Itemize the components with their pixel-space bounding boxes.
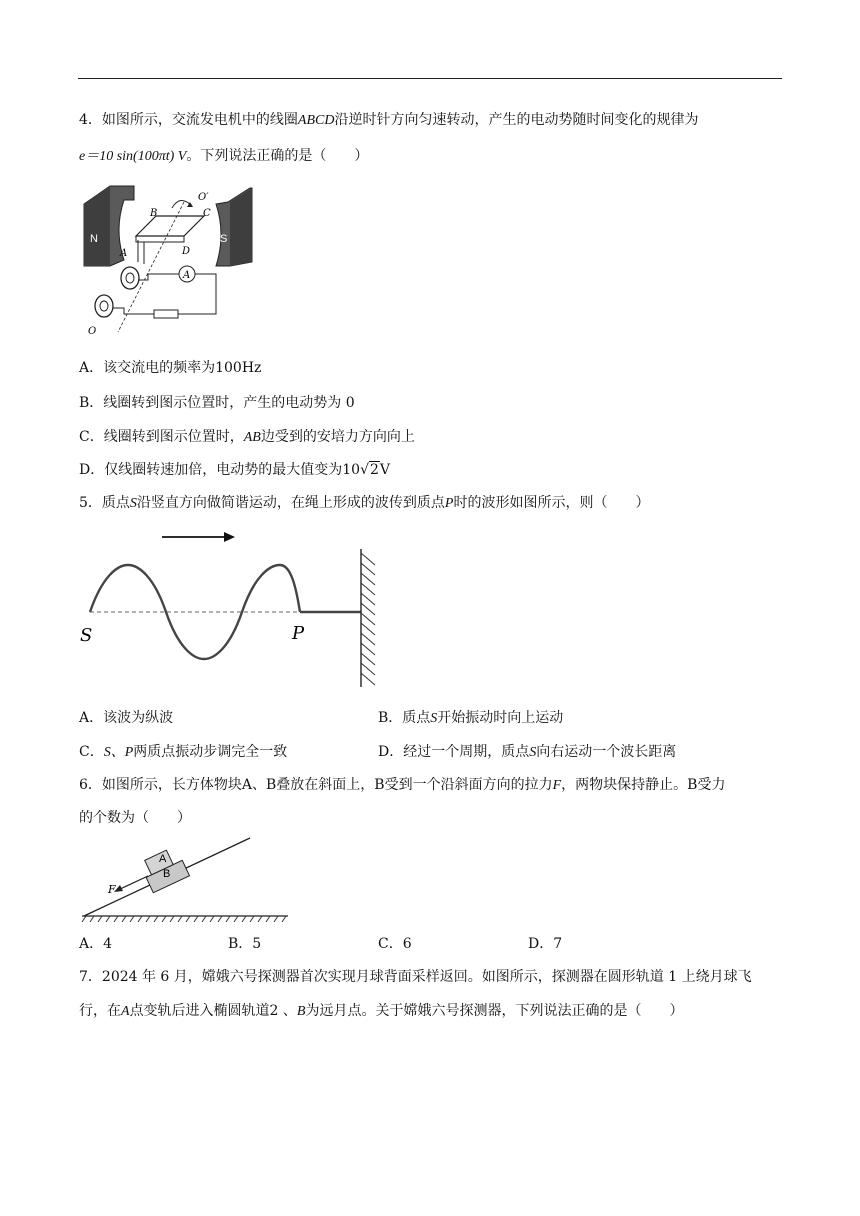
q6-option-a-text: A．4 xyxy=(79,936,113,952)
q4-option-b[interactable] xyxy=(79,393,355,413)
q7-stem-b: B xyxy=(296,1004,306,1019)
q4-option-d-unit: V xyxy=(379,462,391,478)
q6-option-d[interactable] xyxy=(528,934,562,954)
q4-fig-n-label: N xyxy=(90,233,98,245)
q4-fig-s-label: S xyxy=(220,233,228,245)
q4-option-a[interactable] xyxy=(79,358,261,378)
q6-stem-line-2 xyxy=(79,808,191,828)
q5-stem-text-3: 时的波形如图所示，则（ ） xyxy=(453,495,650,511)
q6-fig-f-label: F xyxy=(108,883,116,896)
q4-option-d-radicand: 2 xyxy=(369,462,379,478)
q5-option-b-text-1: B．质点 xyxy=(378,710,431,726)
q5-option-b[interactable] xyxy=(378,708,563,729)
q5-option-b-s: S xyxy=(430,711,438,726)
q4-option-b-text: B．线圈转到图示位置时，产生的电动势为 0 xyxy=(79,395,355,411)
q6-option-c-text: C．6 xyxy=(378,936,412,952)
q4-stem-line-1 xyxy=(79,110,698,131)
q4-option-d-text: D．仅线圈转速加倍，电动势的最大值变为 xyxy=(79,462,343,478)
q4-stem-text-2: 沿逆时针方向匀速转动，产生的电动势随时间变化的规律为 xyxy=(334,112,699,128)
q4-option-d[interactable] xyxy=(79,460,390,480)
q4-option-d-coefficient: 10 xyxy=(342,462,361,478)
q6-stem-f: F xyxy=(552,778,562,793)
q6-incline-figure xyxy=(78,832,293,926)
q4-stem-text-1: 4．如图所示，交流发电机中的线圈 xyxy=(79,112,298,128)
q7-stem-text-2c: 为远月点。关于嫦娥六号探测器，下列说法正确的是（ ） xyxy=(305,1003,684,1019)
q4-option-c[interactable] xyxy=(79,427,415,448)
q5-option-d-text-2: 向右运动一个波长距离 xyxy=(536,744,677,760)
q6-option-a[interactable] xyxy=(79,934,112,954)
q4-fig-ammeter-label: A xyxy=(183,270,191,281)
q5-stem-s: S xyxy=(129,496,137,511)
q4-fig-a-label: A xyxy=(120,248,128,259)
q7-stem-line-1 xyxy=(79,967,752,987)
q6-fig-b-label: B xyxy=(163,868,171,880)
q6-option-b-text: B．5 xyxy=(228,936,262,952)
q7-stem-a: A xyxy=(121,1004,130,1019)
q4-fig-d-label: D xyxy=(182,246,191,257)
sqrt-symbol: √ xyxy=(360,462,369,478)
q6-stem-line-1 xyxy=(79,775,725,796)
q6-option-d-text: D．7 xyxy=(528,936,563,952)
q4-option-c-ab: AB xyxy=(243,430,261,445)
q6-option-b[interactable] xyxy=(228,934,261,954)
q5-wave-figure xyxy=(78,525,388,693)
q6-stem-text-1: 6．如图所示，长方体物块A、B叠放在斜面上，B受到一个沿斜面方向的拉力 xyxy=(79,777,553,793)
q4-option-c-text-1: C．线圈转到图示位置时， xyxy=(79,429,244,445)
q7-stem-line-2 xyxy=(79,1001,683,1022)
q5-option-d-text-1: D．经过一个周期，质点 xyxy=(378,744,530,760)
q5-fig-s-label: S xyxy=(80,625,93,646)
q5-option-b-text-2: 开始振动时向上运动 xyxy=(437,710,564,726)
q5-options-row-1 xyxy=(79,708,173,728)
q5-option-c-text-2: 两质点振动步调完全一致 xyxy=(133,744,288,760)
q4-fig-o-top-label: O′ xyxy=(198,192,209,203)
q4-fig-b-label: B xyxy=(150,208,158,219)
q4-option-c-text-2: 边受到的安培力方向向上 xyxy=(260,429,415,445)
q7-stem-text-1: 7．2024 年 6 月，嫦娥六号探测器首次实现月球背面采样返回。如图所示，探测器在圆形轨道 1 上绕月球飞 xyxy=(79,969,752,985)
q6-stem-text-2: ，两物块保持静止。B受力 xyxy=(561,777,726,793)
q5-fig-p-label: P xyxy=(292,623,305,644)
q5-option-d-s: S xyxy=(529,745,537,760)
q5-stem-text-2: 沿竖直方向做简谐运动，在绳上形成的波传到质点 xyxy=(136,495,445,511)
q4-stem-text-3: 。下列说法正确的是（ ） xyxy=(186,148,369,164)
q7-stem-text-2a: 行，在 xyxy=(79,1003,121,1019)
q5-stem xyxy=(79,493,649,514)
q4-generator-figure xyxy=(80,182,260,342)
q4-option-a-text: A．该交流电的频率为100Hz xyxy=(79,360,262,376)
q5-option-c-sp: S、P xyxy=(103,745,134,760)
q4-fig-o-bottom-label: O xyxy=(88,326,97,337)
q5-stem-p: P xyxy=(444,496,454,511)
q6-stem-text-3: 的个数为（ ） xyxy=(79,810,191,826)
q5-option-c[interactable] xyxy=(79,742,287,763)
q6-option-c[interactable] xyxy=(378,934,412,954)
q5-stem-text-1: 5．质点 xyxy=(79,495,130,511)
header-rule xyxy=(78,78,782,79)
wave-direction-arrow-icon xyxy=(224,532,235,542)
q4-stem-line-2 xyxy=(79,146,368,167)
q7-stem-text-2b: 点变轨后进入椭圆轨道2 、 xyxy=(129,1003,297,1019)
q5-option-c-text-1: C． xyxy=(79,744,104,760)
q4-emf-formula: e＝10 sin(100πt) V xyxy=(79,149,187,164)
q6-fig-a-label: A xyxy=(159,853,167,865)
q4-fig-c-label: C xyxy=(203,208,211,219)
q5-option-d[interactable] xyxy=(378,742,676,763)
q4-coil-label: ABCD xyxy=(297,113,335,128)
q5-option-a[interactable]: A．该波为纵波 xyxy=(79,710,174,726)
